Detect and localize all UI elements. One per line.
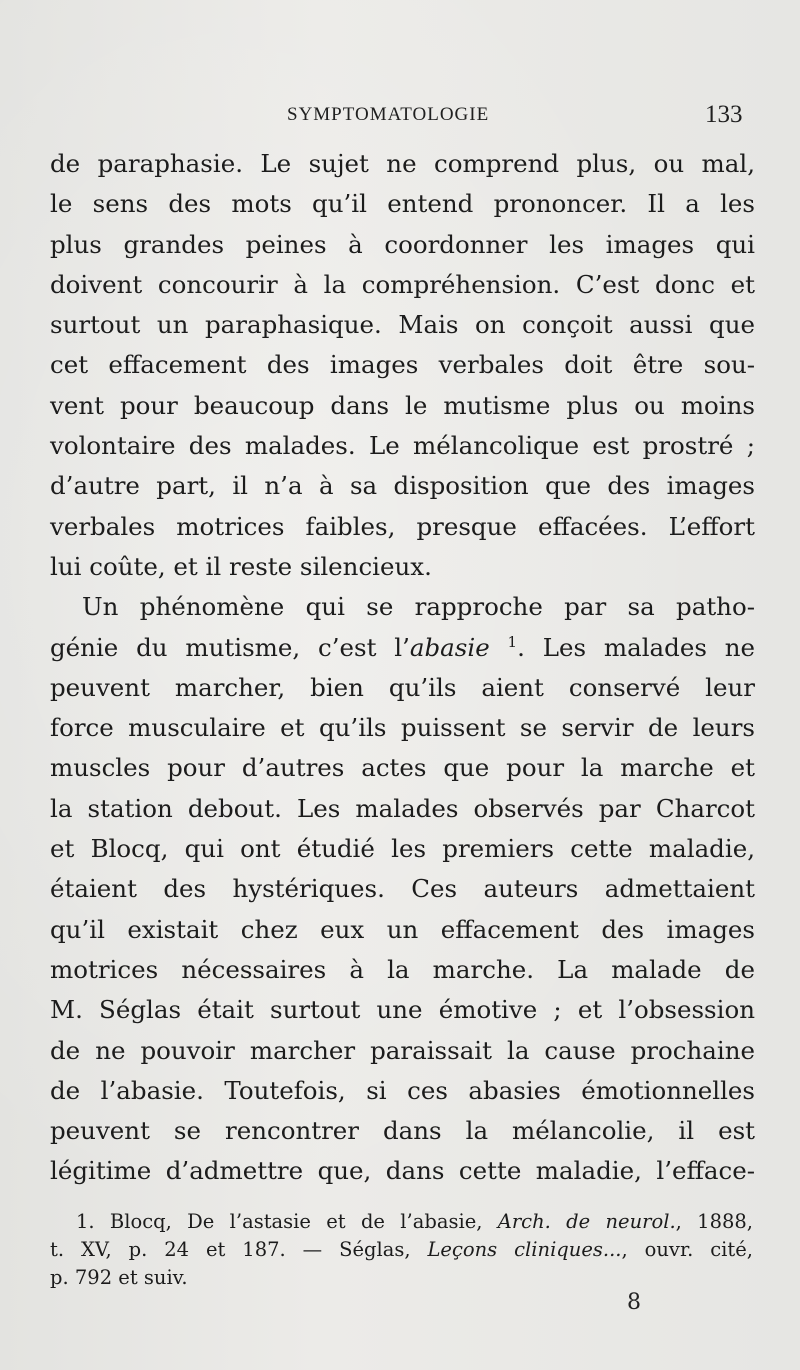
text-fragment: génie du mutisme, c’est l’	[50, 632, 410, 662]
text-fragment: . Les malades ne	[517, 632, 755, 662]
footnote-journal-title: Arch. de neurol.	[497, 1210, 676, 1233]
running-head: SYMPTOMATOLOGIE	[287, 104, 490, 125]
text-line: de l’abasie. Toutefois, si ces abasies émotionnelles	[50, 1075, 755, 1105]
text-line: légitime d’admettre que, dans cette maladie, l’efface-	[50, 1156, 755, 1186]
text-line: plus grandes peines à coordonner les images qui	[50, 229, 755, 259]
text-line: de paraphasie. Le sujet ne comprend plus, ou mal,	[50, 149, 755, 178]
text-line: lui coûte, et il reste silencieux.	[50, 551, 432, 581]
footnote-text: , 1888,	[675, 1210, 753, 1233]
text-line: qu’il existait chez eux un effacement des images	[50, 914, 755, 944]
text-line: d’autre part, il n’a à sa disposition que des images	[50, 471, 755, 501]
footnote-line	[50, 1236, 753, 1264]
footnote-ref: 1	[507, 632, 518, 651]
footnote-book-title: Leçons cliniques...	[427, 1238, 622, 1261]
text-line: muscles pour d’autres actes que pour la marche et	[50, 753, 755, 783]
text-line: doivent concourir à la compréhension. C’est donc et	[50, 269, 755, 299]
body-text	[50, 144, 755, 1192]
footnote-text: 1. Blocq, De l’astasie et de l’abasie,	[76, 1210, 498, 1233]
italic-term: abasie	[409, 632, 490, 662]
footnote-line: p. 792 et suiv.	[50, 1266, 188, 1289]
text-line-with-footnote-ref	[50, 628, 755, 668]
page-header	[0, 101, 800, 134]
footnote-text: t. XV, p. 24 et 187. — Séglas,	[50, 1238, 428, 1261]
paragraph-start-line: Un phénomène qui se rapproche par sa patho-	[82, 592, 755, 622]
text-line: M. Séglas était surtout une émotive ; et l’obsession	[50, 995, 755, 1025]
text-line: vent pour beaucoup dans le mutisme plus ou moins	[50, 390, 755, 420]
text-line: motrices nécessaires à la marche. La malade de	[50, 954, 755, 984]
text-line: étaient des hystériques. Ces auteurs admettaient	[50, 874, 755, 904]
text-line: cet effacement des images verbales doit être sou-	[50, 350, 755, 380]
signature-mark: 8	[627, 1290, 641, 1315]
text-line: force musculaire et qu’ils puissent se servir de leurs	[50, 713, 755, 743]
text-line: volontaire des malades. Le mélancolique est prostré ;	[50, 431, 755, 461]
text-line: verbales motrices faibles, presque effacées. L’effort	[50, 511, 755, 541]
text-line: peuvent marcher, bien qu’ils aient conservé leur	[50, 672, 755, 702]
text-line: surtout un paraphasique. Mais on conçoit aussi que	[50, 310, 755, 340]
text-line: la station debout. Les malades observés par Charcot	[50, 793, 755, 823]
text-line: et Blocq, qui ont étudié les premiers cette maladie,	[50, 834, 755, 864]
text-line: le sens des mots qu’il entend prononcer. Il a les	[50, 189, 755, 219]
text-line: de ne pouvoir marcher paraissait la cause prochaine	[50, 1035, 755, 1065]
text-line: peuvent se rencontrer dans la mélancolie, il est	[50, 1116, 755, 1146]
footnote	[50, 1208, 753, 1292]
page-number: 133	[705, 101, 743, 128]
footnote-text: , ouvr. cité,	[621, 1238, 753, 1261]
footnote-line	[50, 1208, 753, 1236]
